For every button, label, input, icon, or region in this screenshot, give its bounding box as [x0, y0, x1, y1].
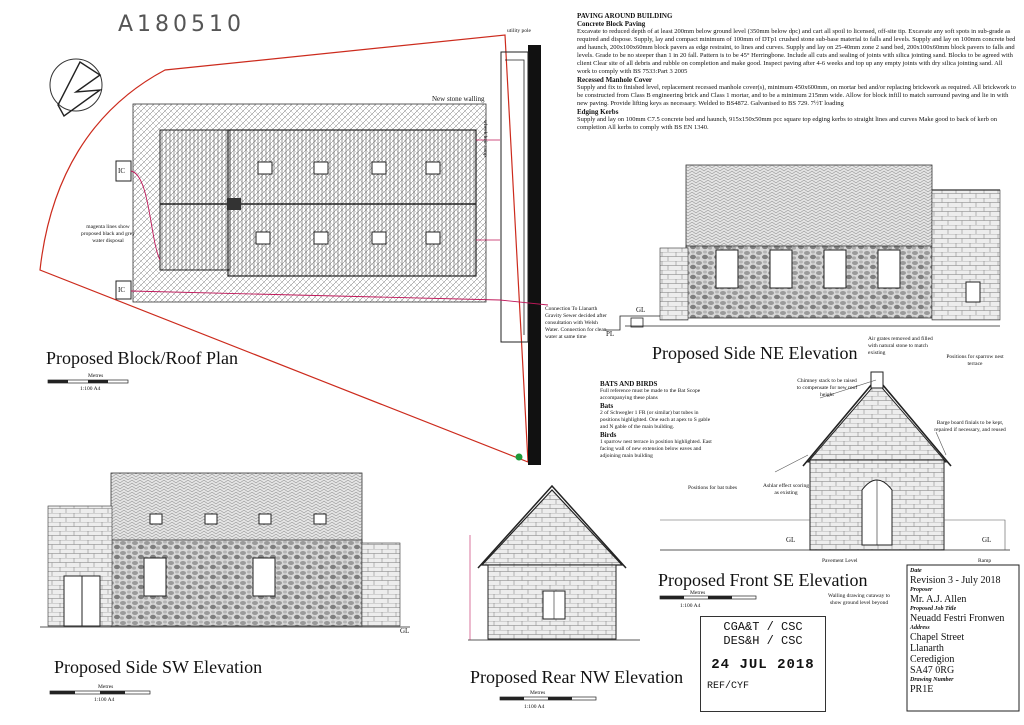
- tb-proposer-value: Mr. A.J. Allen: [910, 594, 967, 605]
- marker-dot: [516, 454, 523, 461]
- sw-gl-label: GL: [400, 627, 410, 635]
- tb-date-label: Date: [910, 568, 922, 574]
- ne-pl-label: PL: [606, 330, 615, 338]
- magenta-lines-note: magenta lines show proposed black and grey water disposal: [81, 224, 135, 244]
- scale-bar-nw: [500, 697, 596, 700]
- spec-kerbs-heading: Edging Kerbs: [577, 108, 619, 116]
- block-scale-label: Metres: [88, 373, 104, 379]
- ic-top-label: IC: [118, 167, 125, 175]
- new-stone-walling-label: New stone walling: [432, 95, 485, 103]
- bats-birds-note: [600, 380, 718, 460]
- bats-text-1: Full reference must be made to the Bat Scope accompanying these plans: [600, 388, 701, 401]
- spec-kerbs-text: Supply and lay on 100mm C7.5 concrete bed and haunch, 915x150x50mm pcc square top edging kerbs to straight lines and curves Make good to back of kerb on completion All kerbs to comply with BS EN 1340.: [577, 116, 998, 131]
- tb-address-line-1: Chapel Street: [910, 632, 965, 643]
- se-gl-left-label: GL: [786, 536, 796, 544]
- tb-address-line-3: Ceredigion: [910, 654, 955, 665]
- tb-address-line-2: Llanarth: [910, 643, 944, 654]
- scale-bar-se: [660, 596, 756, 599]
- nw-elevation-drawing: [468, 486, 640, 640]
- ne-elevation-drawing: [605, 165, 1000, 330]
- bats-subheading: Bats: [600, 402, 614, 410]
- tb-drawing-label: Drawing Number: [910, 677, 954, 683]
- bat-tubes-note: Positions for bat tubes: [688, 485, 738, 491]
- received-stamp: [700, 616, 826, 716]
- block-scale-ratio: 1:100 A4: [80, 386, 101, 392]
- ne-gl-label: GL: [636, 306, 646, 314]
- title-block: [910, 567, 1018, 695]
- barge-note: Barge board finials to be kept, repaired if necessary, and reused: [934, 420, 1006, 433]
- ashlar-note: Ashlar effect scoring as existing: [762, 483, 810, 496]
- stamp-line-1: CGA&T / CSC: [723, 620, 803, 634]
- nw-elevation-title: Proposed Rear NW Elevation: [470, 667, 684, 687]
- bats-text-3: 1 sparrow nest terrace in position highlighted. East facing wall of new extension below eaves and adjoining main building: [600, 439, 712, 459]
- utility-pole-label: utility pole: [507, 28, 531, 34]
- chimney-note: Chimney stack to be raised to compensate for new roof height: [796, 378, 858, 398]
- ref-number: A180510: [118, 12, 246, 37]
- air-grates-note: Air grates removed and filled with natural stone to match existing: [868, 336, 933, 356]
- wheelchair-ramp-label: wheelchair ramp: [482, 120, 488, 157]
- birds-subheading: Birds: [600, 431, 617, 439]
- tb-address-line-4: SA47 0RG: [910, 665, 955, 676]
- sparrow-note: Positions for sparrow nest terrace: [946, 354, 1004, 367]
- spec-manhole-heading: Recessed Manhole Cover: [577, 76, 653, 84]
- tb-job-value: Neuadd Festri Fronwen: [910, 613, 1005, 624]
- tb-job-label: Proposed Job Title: [910, 606, 957, 612]
- stamp-date: 24 JUL 2018: [711, 657, 815, 673]
- bats-text-2: 2 of Schwegler 1 FR (or similar) bat tubes in positions highlighted. One each at apex to S gable and N gable of the main building.: [600, 410, 711, 430]
- bats-heading: BATS AND BIRDS: [600, 380, 658, 388]
- stamp-ref: REF/CYF: [707, 681, 750, 692]
- se-elevation-title: Proposed Front SE Elevation: [658, 570, 868, 590]
- tb-drawing-value: PR1E: [910, 684, 934, 695]
- paving-spec: [577, 12, 1017, 132]
- road-strip: [528, 45, 541, 465]
- sw-scale-label: Metres: [98, 684, 114, 690]
- block-plan-title: Proposed Block/Roof Plan: [46, 348, 238, 368]
- walling-note: Walling drawing cutaway to show ground level beyond: [827, 593, 891, 606]
- tb-proposer-label: Proposer: [910, 587, 933, 593]
- sw-elevation-title: Proposed Side SW Elevation: [54, 657, 263, 677]
- scale-bar-block: [48, 380, 128, 383]
- spec-concrete-heading: Concrete Block Paving: [577, 20, 646, 28]
- sw-scale-ratio: 1:100 A4: [94, 697, 115, 703]
- nw-scale-label: Metres: [530, 690, 546, 696]
- tb-date-value: Revision 3 - July 2018: [910, 575, 1001, 586]
- tb-address-label: Address: [910, 625, 930, 631]
- ic-bottom-label: IC: [118, 286, 125, 294]
- ramp-label: Ramp: [978, 558, 992, 564]
- se-scale-label: Metres: [690, 590, 706, 596]
- spec-heading: PAVING AROUND BUILDING: [577, 12, 673, 20]
- connection-note: Connection To Llanarth Gravity Sewer decided after consultation with Welsh Water. Connection for clean water at same time: [545, 306, 607, 340]
- se-scale-ratio: 1:100 A4: [680, 603, 701, 609]
- pavement-level-label: Pavement Level: [822, 558, 858, 564]
- sw-elevation-drawing: [40, 473, 410, 627]
- ne-elevation-title: Proposed Side NE Elevation: [652, 343, 858, 363]
- spec-manhole-text: Supply and fix to finished level, replacement recessed manhole cover(s), minimum 450x600mm, on mortar bed and/or replacing brickwork as required. All brickwork to be constructed from Class B engineering brick and Class 1 mortar, and to be a minimum 215mm wide. Allow for block infill to match surround paving and lie in with new paving. Provide lifting keys as necessary. Welded to BS4872. Galvanised to BS 729. 7½T loading: [577, 84, 1016, 107]
- spec-concrete-text: Excavate to reduced depth of at least 200mm below ground level (350mm below dpc) and cart all spoil to licensed, off-site tip. Excavate any soft spots in sub-grade as required and dispose. Supply, lay and compact minimum of 100mm of DTp1 crushed stone sub-base material to falls and levels. Supply and lay on 100mm concrete bed and haunch, 200x100x60mm block pavers as edge restraint, to lines and curves. Supply and lay on 25-40mm zone 2 sand bed, 200x100x60mm block pavers to falls and levels. Grade to be no steeper than 1 in 20 fall. Pattern is to be 45° Herringbone. Include all cuts and sealing of joints with silica jointing sand. Blocks to be agreed with client Clear site of all debris and rubble on completion and make good. Inspect paving after 4-6 weeks and top up any empty joints with dry silica jointing sand. All work to comply with BS 7533:Part 3 2005: [577, 28, 1016, 75]
- stamp-line-2: DES&H / CSC: [723, 634, 803, 648]
- se-gl-right-label: GL: [982, 536, 992, 544]
- scale-bar-sw: [50, 691, 150, 694]
- north-arrow-icon: [50, 59, 102, 116]
- nw-scale-ratio: 1:100 A4: [524, 704, 545, 710]
